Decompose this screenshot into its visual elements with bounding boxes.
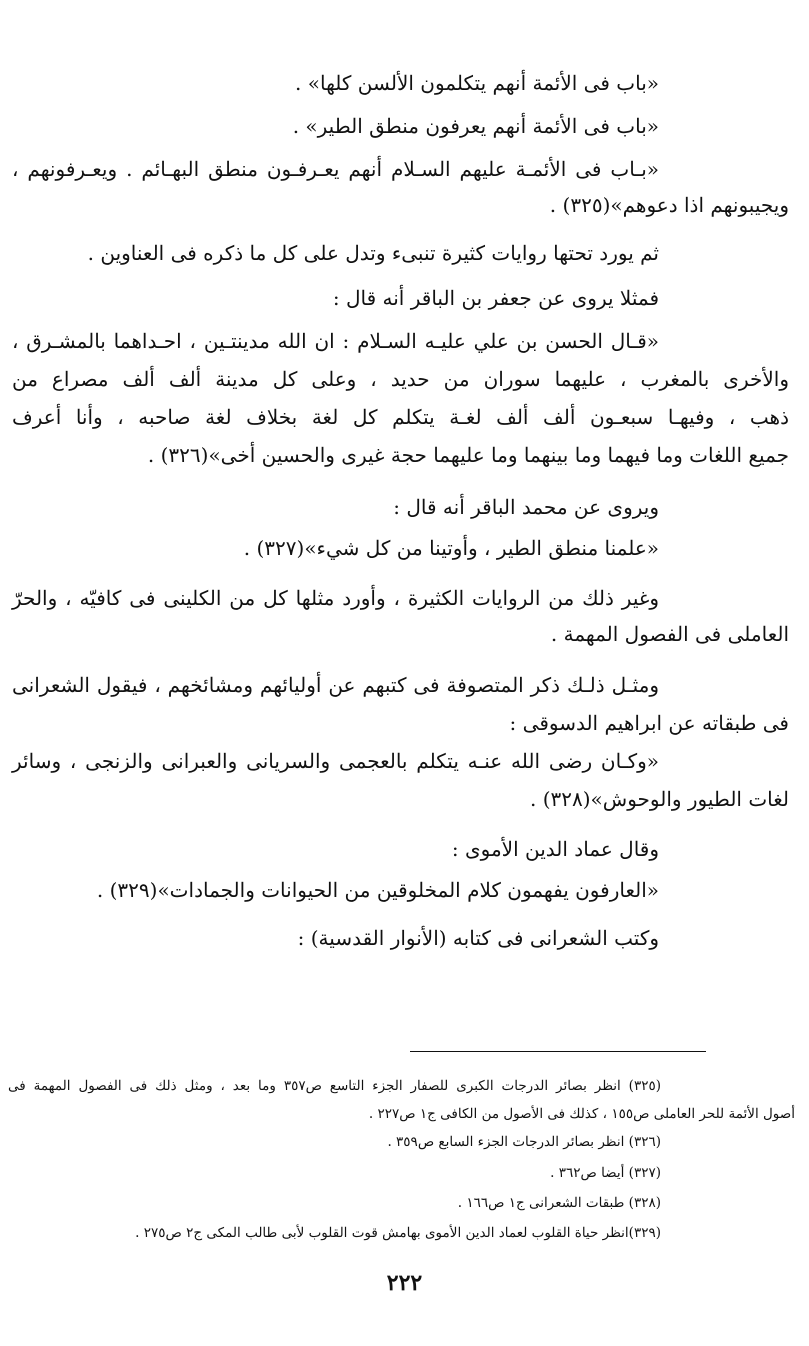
body-line: «باب فى الأئمة أنهم يعرفون منطق الطير» . (292, 114, 659, 138)
footnote-line: (٣٢٩)انظر حياة القلوب لعماد الدين الأموى بهامش قوت القلوب لأبى طالب المكى ج٢ ص٢٧٥ . (135, 1225, 661, 1241)
body-line: «وكـان رضى الله عنـه يتكلم بالعجمى والسريانى والعبرانى والزنجى ، وسائر (12, 749, 659, 773)
body-line: «باب فى الأئمة أنهم يتكلمون الألسن كلها» . (295, 71, 659, 95)
page-number: ٢٢٢ (386, 1270, 423, 1296)
body-line: ويجيبونهم اذا دعوهم»(٣٢٥) . (549, 193, 789, 217)
body-line: وغير ذلك من الروايات الكثيرة ، وأورد مثلها كل من الكلينى فى كافيّه ، والحرّ (12, 586, 659, 610)
footnote-line: (٣٢٧) أيضا ص٣٦٢ . (550, 1165, 661, 1181)
footnote-line: أصول الأئمة للحر العاملى ص١٥٥ ، كذلك فى الأصول من الكافى ج١ ص٢٢٧ . (368, 1106, 795, 1122)
body-line: وقال عماد الدين الأموى : (451, 837, 659, 861)
body-line: «علمنا منطق الطير ، وأوتينا من كل شيء»(٣٢٧) . (243, 536, 659, 560)
body-line: فمثلا يروى عن جعفر بن الباقر أنه قال : (332, 286, 659, 310)
body-line: فى طبقاته عن ابراهيم الدسوقى : (509, 711, 789, 735)
body-line: والأخرى بالمغرب ، عليهما سوران من حديد ، وعلى كل مدينة ألف ألف مصراع من (12, 367, 789, 391)
footnote-line: (٣٢٦) انظر بصائر الدرجات الجزء السابع ص٣٥٩ . (387, 1134, 661, 1150)
body-line: وكتب الشعرانى فى كتابه (الأنوار القدسية) : (297, 926, 659, 950)
body-line: «العارفون يفهمون كلام المخلوقين من الحيوانات والجمادات»(٣٢٩) . (96, 878, 659, 902)
body-line: ومثـل ذلـك ذكر المتصوفة فى كتبهم عن أوليائهم ومشائخهم ، فيقول الشعرانى (12, 673, 659, 697)
body-line: جميع اللغات وما فيهما وما بينهما وما عليهما حجة غيرى والحسين أخى»(٣٢٦) . (147, 443, 789, 467)
body-line: «قـال الحسن بن علي عليـه السـلام : ان الله مدينتـين ، احـداهما بالمشـرق ، (12, 329, 659, 353)
body-line: ثم يورد تحتها روايات كثيرة تنبىء وتدل على كل ما ذكره فى العناوين . (87, 241, 659, 265)
body-line: ذهب ، وفيهـا سبعـون ألف ألف لغـة يتكلم كل لغة بخلاف لغة صاحبه ، وأنا أعرف (12, 405, 789, 429)
footnote-line: (٣٢٥) انظر بصائر الدرجات الكبرى للصفار الجزء التاسع ص٣٥٧ وما بعد ، ومثل ذلك فى الفصول المهمة فى (8, 1078, 661, 1094)
body-line: لغات الطيور والوحوش»(٣٢٨) . (529, 787, 789, 811)
footnote-line: (٣٢٨) طبقات الشعرانى ج١ ص١٦٦ . (457, 1195, 661, 1211)
body-line: ويروى عن محمد الباقر أنه قال : (393, 495, 659, 519)
footnote-separator (410, 1051, 706, 1052)
body-line: العاملى فى الفصول المهمة . (550, 622, 789, 646)
body-line: «بـاب فى الأئمـة عليهم السـلام أنهم يعـرفـون منطق البهـائم . ويعـرفونهم ، (12, 157, 659, 181)
